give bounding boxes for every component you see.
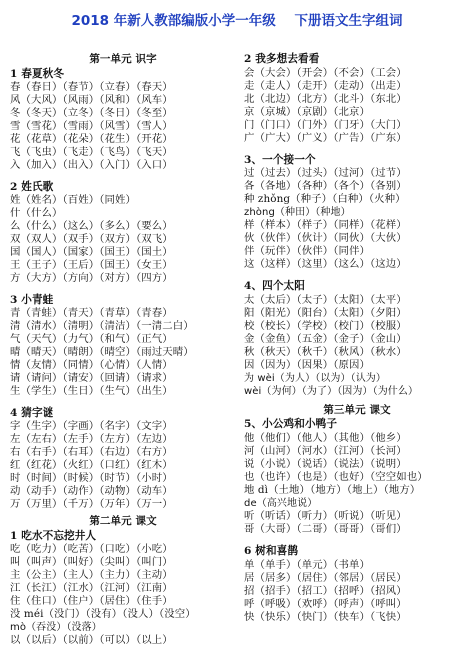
word-group-line: 样（样本）（样子）（同样）（花样）	[244, 219, 407, 231]
word-group-line: 入（加入）（出入）（入门）（入口）	[10, 159, 173, 171]
word-group-line: 青（青蛙）（青天）（青草）（青春）	[10, 307, 173, 319]
word-group-line: 也（也许）（也是）（也好）（空空如也）	[244, 471, 428, 483]
word-group-line: 动（动手）（动作）（动物）（动车）	[10, 485, 173, 497]
word-group-line: 叫（叫声）（叫好）（尖叫）（叫门）	[10, 556, 173, 568]
pinyin-word-line: mò（吞没）（没落）	[10, 622, 102, 633]
unit-heading: 第一单元 识字	[89, 53, 157, 65]
word-group-line: 快（快乐）（快门）（快车）（飞快）	[244, 611, 407, 623]
pinyin-word-line: zhòng（种田）（种地）	[244, 207, 351, 218]
word-group-line: 国（国人）（国家）（国王）（国土）	[10, 246, 173, 258]
word-group-line: 伴（玩伴）（伙伴）（同伴）	[244, 245, 370, 257]
word-group-line: 哥（大哥）（二哥）（哥哥）（哥们）	[244, 523, 407, 535]
word-group-line: 说（小说）（说话）（说法）（说明）	[244, 458, 407, 470]
word-group-line: 会（大会）（开会）（不会）（工会）	[244, 67, 407, 79]
word-group-line: 北（北边）（北方）（北斗）（东北）	[244, 93, 407, 105]
word-group-line: 么（什么）（这么）（多么）（要么）	[10, 220, 173, 232]
word-group-line: 姓（姓名）（百姓）（同姓）	[10, 194, 136, 206]
lesson-title: 1 春夏秋冬	[10, 68, 65, 80]
lesson-title: 1 吃水不忘挖井人	[10, 530, 97, 542]
page-title: 2018 年新人教部编版小学一年级 下册语文生字组词	[71, 13, 403, 29]
word-group-line: 什（什么）	[10, 207, 63, 219]
word-group-line: 时（时间）（时候）（时节）（小时）	[10, 472, 173, 484]
word-group-line: 右（右手）（右耳）（右边）（右方）	[10, 446, 173, 458]
lesson-title: 4、四个太阳	[244, 280, 305, 292]
word-group-line: 呼（呼吸）（欢呼）（呼声）（呼叫）	[244, 598, 407, 610]
word-group-line: 情（友情）（同情）（心情）（人情）	[10, 359, 173, 371]
word-group-line: 地 dì（土地）（地方）（地上）（地方）	[244, 484, 421, 496]
word-group-line: 风（大风）（风雨）（风和）（风车）	[10, 94, 173, 106]
word-group-line: 吃（吃力）（吃苦）（口吃）（小吃）	[10, 543, 173, 555]
pinyin-word-line: wèi（为何）（为了）（因为）（为什么）	[244, 386, 419, 397]
word-group-line: 种 zhǒng（种子）（白种）（火种）	[244, 193, 406, 205]
word-group-line: 居（居多）（居住）（邻居）（居民）	[244, 572, 407, 584]
unit-heading: 第二单元 课文	[89, 515, 157, 527]
lesson-title: 6 树和喜鹊	[244, 545, 299, 557]
word-group-line: 飞（飞虫）（飞走）（飞鸟）（飞天）	[10, 146, 173, 158]
word-group-line: 清（清水）（清明）（清洁）（一清二白）	[10, 320, 194, 332]
word-group-line: 住（住口）（住户）（居住）（住手）	[10, 595, 173, 607]
lesson-title: 4 猜字谜	[10, 407, 54, 419]
word-group-line: 冬（冬天）（立冬）（冬日）（冬至）	[10, 107, 173, 119]
unit-heading: 第三单元 课文	[323, 404, 391, 416]
word-group-line: 没 méi（没门）（没有）（没人）（没空）	[10, 608, 196, 620]
word-group-line: 字（生字）（字画）（名字）（文字）	[10, 420, 173, 432]
word-group-line: 因（因为）（因果）（原因）	[244, 359, 370, 371]
word-group-line: 广（广大）（广义）（广告）（广东）	[244, 132, 407, 144]
word-group-line: 红（红花）（火红）（口红）（红木）	[10, 459, 173, 471]
word-group-line: 生（学生）（生日）（生气）（出生）	[10, 385, 173, 397]
word-group-line: 阳（阳光）（阳台）（太阳）（夕阳）	[244, 307, 407, 319]
word-group-line: 左（左右）（左手）（左方）（左边）	[10, 433, 173, 445]
word-group-line: 河（山河）（河水）（江河）（长河）	[244, 445, 407, 457]
word-group-line: 主（公主）（主人）（主力）（主动）	[10, 569, 173, 581]
word-group-line: 太（太后）（太子）（太阳）（太平）	[244, 294, 407, 306]
word-group-line: 金（金鱼）（五金）（金子）（金山）	[244, 333, 407, 345]
lesson-title: 2 姓氏歌	[10, 181, 54, 193]
word-group-line: 双（双人）（双手）（双方）（双飞）	[10, 233, 173, 245]
lesson-title: 5、小公鸡和小鸭子	[244, 418, 338, 430]
word-group-line: 校（校长）（学校）（校门）（校服）	[244, 320, 407, 332]
pinyin-word-line: 为 wèi（为人）（以为）（认为）	[244, 373, 386, 384]
word-group-line: 方（大方）（方向）（对方）（四方）	[10, 272, 173, 284]
word-group-line: 各（各地）（各种）（各个）（各别）	[244, 180, 407, 192]
word-group-line: 这（这样）（这里）（这么）（这边）	[244, 258, 407, 270]
word-group-line: 过（过去）（过头）（过河）（过节）	[244, 167, 407, 179]
word-group-line: 万（万里）（千万）（万年）（万一）	[10, 498, 173, 510]
word-group-line: 听（听话）（听力）（听说）（听见）	[244, 510, 407, 522]
word-group-line: 晴（晴天）（晴朗）（晴空）（雨过天晴）	[10, 346, 194, 358]
word-group-line: 江（长江）（江水）（江河）（江南）	[10, 582, 173, 594]
word-group-line: 雪（雪花）（雪雨）（风雪）（雪人）	[10, 120, 173, 132]
pinyin-word-line: de（高兴地说）	[244, 498, 318, 509]
word-group-line: 请（请问）（请安）（回请）（请求）	[10, 372, 173, 384]
word-group-line: 春（春日）（春节）（立春）（春天）	[10, 81, 173, 93]
word-group-line: 王（王子）（王后）（国王）（女王）	[10, 259, 173, 271]
word-group-line: 京（京城）（京剧）（北京）	[244, 106, 370, 118]
word-group-line: 伙（伙伴）（伙计）（同伙）（大伙）	[244, 232, 407, 244]
lesson-title: 3、一个接一个	[244, 154, 316, 166]
lesson-title: 3 小青蛙	[10, 294, 54, 306]
word-group-line: 花（花草）（花朵）（花生）（开花）	[10, 133, 173, 145]
word-group-line: 他（他们）（他人）（其他）（他乡）	[244, 432, 407, 444]
word-group-line: 秋（秋天）（秋千）（秋风）（秋水）	[244, 346, 407, 358]
word-group-line: 单（单手）（单元）（书单）	[244, 559, 370, 571]
word-group-line: 门（门口）（门外）（门牙）（大门）	[244, 119, 407, 131]
lesson-title: 2 我多想去看看	[244, 53, 320, 65]
word-group-line: 气（天气）（力气）（和气）（正气）	[10, 333, 173, 345]
word-group-line: 走（走人）（走开）（走动）（出走）	[244, 80, 407, 92]
word-group-line: 招（招手）（招工）（招呼）（招风）	[244, 585, 407, 597]
word-group-line: 以（以后）（以前）（可以）（以上）	[10, 634, 173, 646]
